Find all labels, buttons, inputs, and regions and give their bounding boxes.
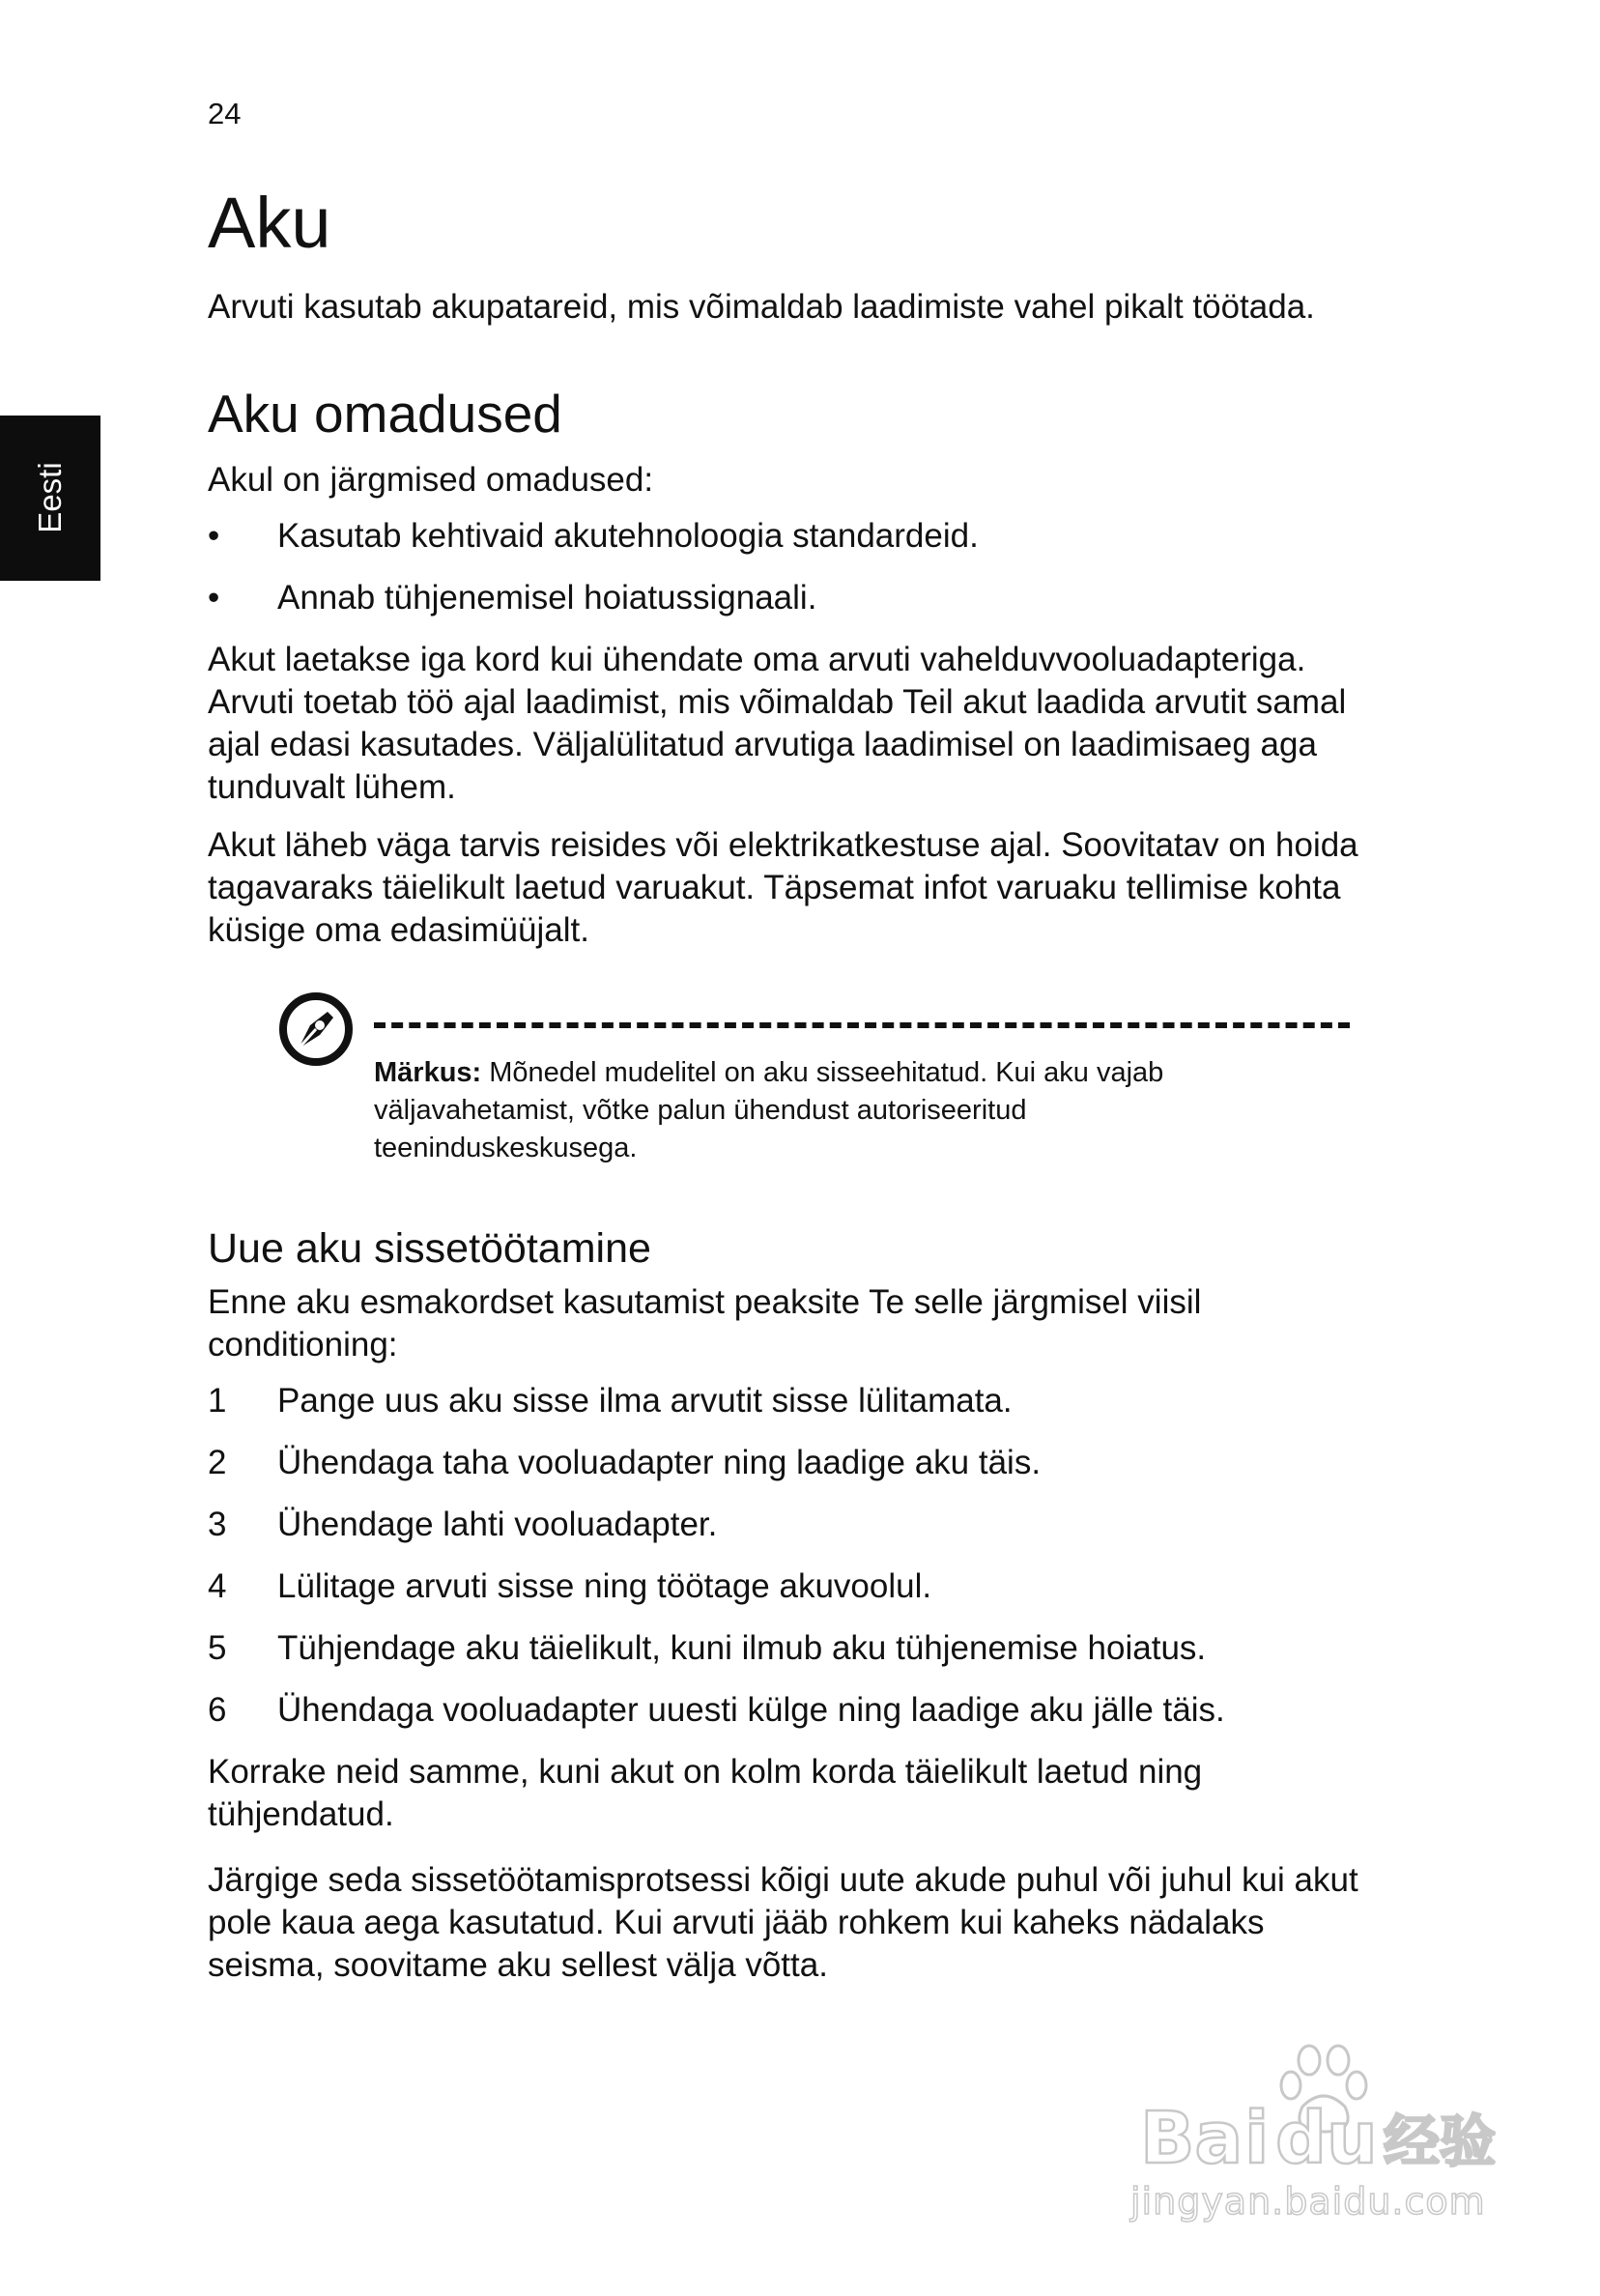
section-intro: Arvuti kasutab akupatareid, mis võimaldab laadimiste vahel pikalt töötada. <box>208 288 1315 327</box>
language-tab <box>0 416 100 581</box>
note-label: Märkus: <box>374 1056 482 1088</box>
svg-text:Ba: Ba <box>1140 2097 1243 2180</box>
list-item-text: Kasutab kehtivaid akutehnoloogia standardeid. <box>277 516 979 555</box>
step-text: Ühendaga taha vooluadapter ning laadige aku täis. <box>277 1444 1042 1482</box>
spare-battery-paragraph: Akut läheb väga tarvis reisides või elektrikatkestuse ajal. Soovitatav on hoida tagavaraks täielikult laetud varuakut. Täpsemat infot varuaku tellimise kohta küsige oma edasimüüjalt. <box>208 825 1358 949</box>
bullet-marker: • <box>208 516 220 555</box>
section-title: Aku <box>208 183 331 263</box>
features-title: Aku omadused <box>208 384 562 445</box>
repeat-paragraph: Korrake neid samme, kuni akut on kolm korda täielikult laetud ning tühjendatud. <box>208 1753 1203 1834</box>
list-item <box>208 1565 1367 1608</box>
svg-text:i: i <box>1244 2097 1270 2180</box>
step-number: 3 <box>208 1506 227 1544</box>
list-item <box>208 1504 1367 1546</box>
conditioning-title: Uue aku sissetöötamine <box>208 1224 651 1272</box>
note-divider <box>374 1022 1350 1028</box>
list-item <box>208 1380 1367 1422</box>
baidu-watermark <box>1121 2039 1507 2232</box>
page-content <box>208 184 1367 1987</box>
step-number: 6 <box>208 1691 227 1730</box>
conditioning-steps <box>208 1380 1367 1732</box>
step-number: 4 <box>208 1567 227 1606</box>
step-number: 5 <box>208 1629 227 1668</box>
charging-paragraph: Akut laetakse iga kord kui ühendate oma arvuti vahelduvvooluadapteriga. Arvuti toetab töö ajal laadimist, mis võimaldab Teil akut laadida arvutit samal ajal edasi kasutades. Väljalülitatud arvutiga laadimisel on laadimisaeg aga tunduvalt lühem. <box>208 640 1347 806</box>
bullet-marker: • <box>208 578 220 617</box>
list-item <box>208 577 1367 619</box>
features-list <box>208 515 1367 619</box>
step-number: 2 <box>208 1444 227 1482</box>
conditioning-lead: Enne aku esmakordset kasutamist peaksite Te selle järgmisel viisil conditioning: <box>208 1283 1202 1364</box>
step-text: Pange uus aku sisse ilma arvutit sisse lülitamata. <box>277 1382 1013 1421</box>
features-lead: Akul on järgmised omadused: <box>208 460 654 499</box>
watermark-url: jingyan.baidu.com <box>1130 2180 1486 2223</box>
note-text <box>374 1054 1282 1167</box>
pen-nib-icon <box>277 990 355 1068</box>
step-text: Ühendage lahti vooluadapter. <box>277 1506 718 1544</box>
page-number: 24 <box>208 97 242 130</box>
step-text: Tühjendage aku täielikult, kuni ilmub aku tühjenemise hoiatus. <box>277 1629 1207 1668</box>
note-body: Mõnedel mudelitel on aku sisseehitatud. Kui aku vajab väljavahetamist, võtke palun ühendust autoriseeritud teeninduskeskusega. <box>374 1056 1164 1163</box>
language-tab-label: Eesti <box>32 462 68 533</box>
storage-paragraph: Järgige seda sissetöötamisprotsessi kõigi uute akude puhul või juhul kui akut pole kaua aega kasutatud. Kui arvuti jääb rohkem kui kaheks nädalaks seisma, soovitame aku sellest välja võtta. <box>208 1861 1358 1985</box>
list-item <box>208 1689 1367 1732</box>
list-item <box>208 1627 1367 1670</box>
list-item-text: Annab tühjenemisel hoiatussignaali. <box>277 578 817 617</box>
svg-text:du: du <box>1275 2097 1378 2180</box>
step-text: Ühendaga vooluadapter uuesti külge ning laadige aku jälle täis. <box>277 1691 1225 1730</box>
step-text: Lülitage arvuti sisse ning töötage akuvoolul. <box>277 1567 932 1606</box>
svg-text:经验: 经验 <box>1384 2109 1497 2174</box>
step-number: 1 <box>208 1382 227 1421</box>
list-item <box>208 515 1367 558</box>
list-item <box>208 1442 1367 1484</box>
note-box <box>277 990 1367 1174</box>
